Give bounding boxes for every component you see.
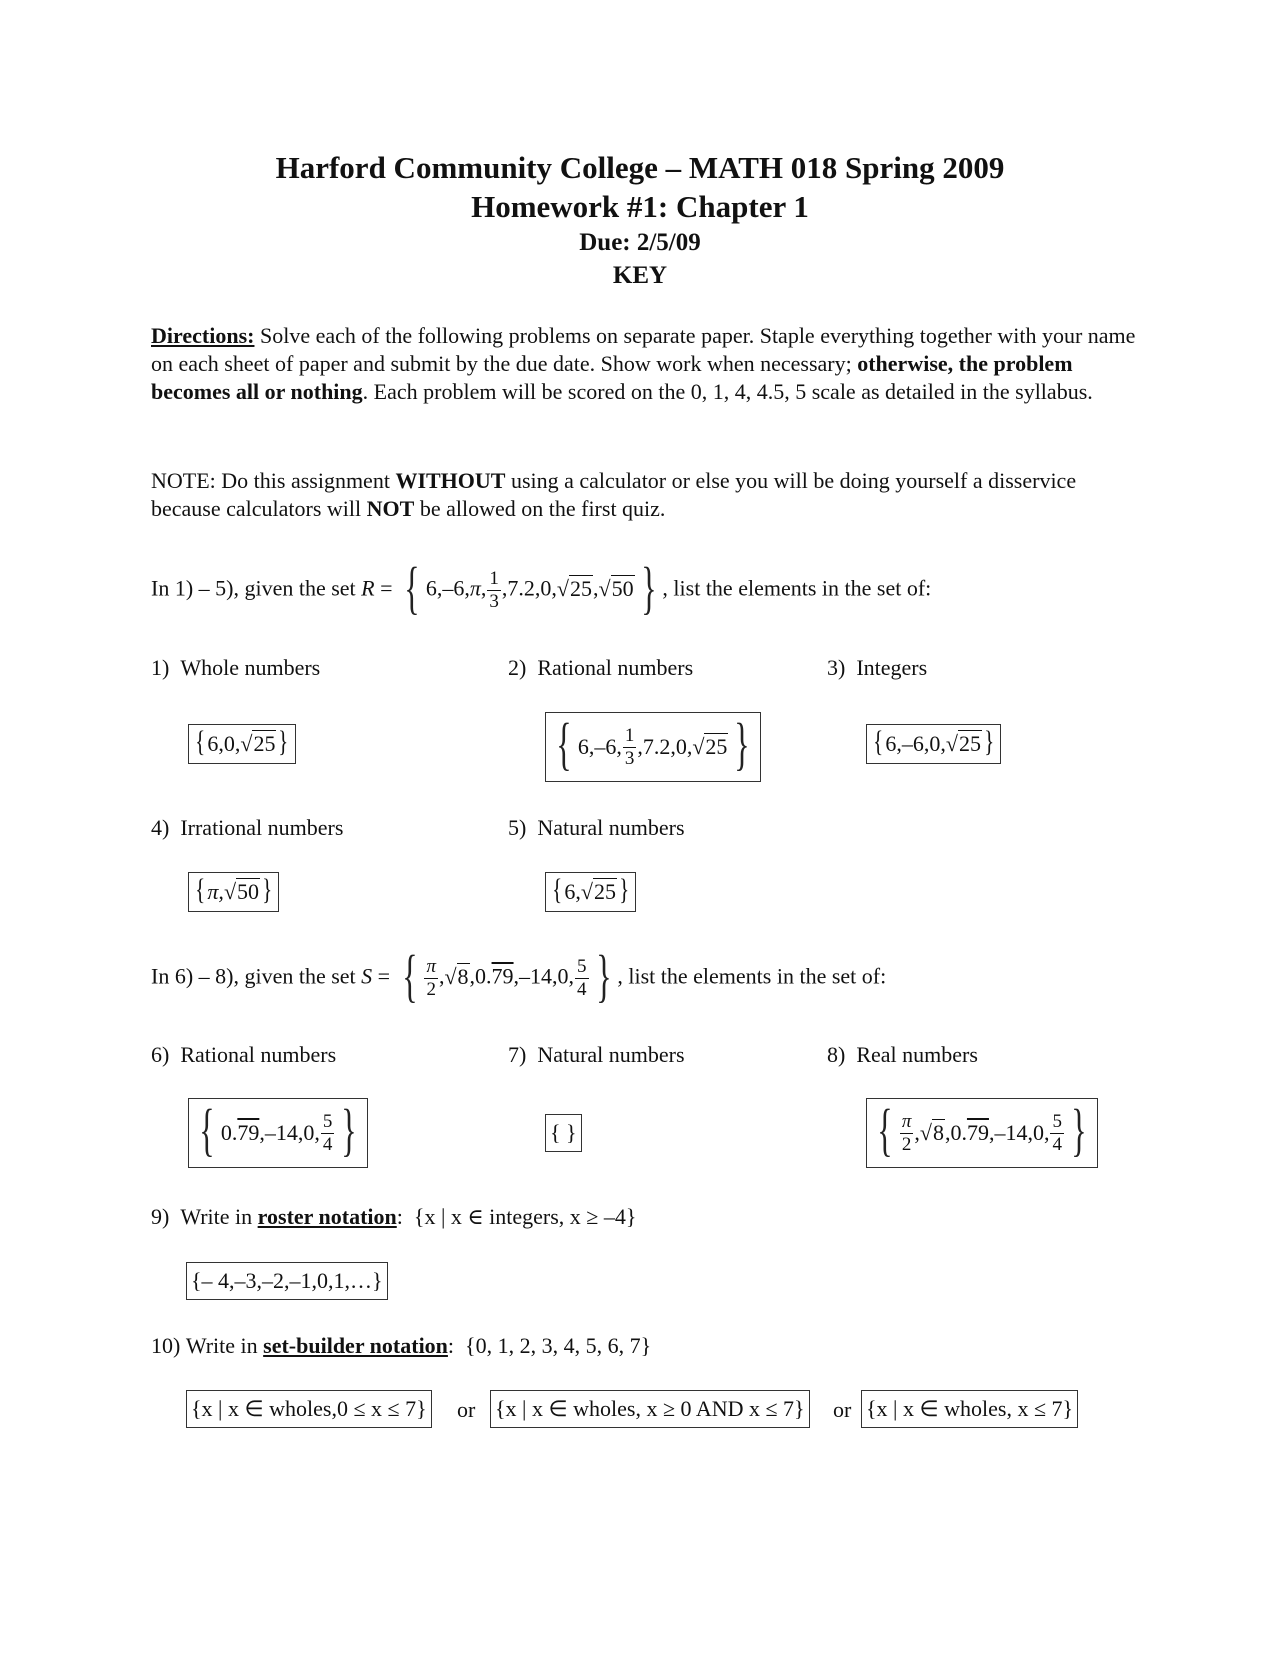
problem-num: 8) (827, 1042, 846, 1067)
problem-5-label (508, 815, 685, 841)
fraction (1050, 1111, 1064, 1156)
set-r-pi: π (469, 575, 481, 601)
repeating-decimal: 79 (966, 1120, 989, 1145)
fraction-pi-2 (424, 956, 438, 1001)
answer-2-box: { 6,–6, $\frac{1}{3}$ ,7.2,0, √25 } (545, 712, 761, 782)
radicand: 25 (958, 731, 981, 756)
problem-9-statement (151, 1204, 636, 1230)
problem-num: 4) (151, 815, 170, 840)
problem-3-label (827, 655, 927, 681)
frac-num: π (901, 1110, 912, 1132)
frac-den: 2 (901, 1133, 912, 1155)
sqrt-8: √8 (444, 963, 469, 989)
radicand: 50 (237, 879, 260, 904)
note-bold-2: NOT (366, 496, 415, 521)
frac-den: 3 (489, 591, 499, 612)
sqrt-50: √50 (598, 575, 634, 601)
answer-text: ,0. (944, 1120, 967, 1145)
set-builder-term: set-builder notation (263, 1333, 448, 1358)
sqrt: √50 (223, 879, 260, 904)
problem-text: Rational numbers (537, 655, 694, 680)
colon: : (447, 1333, 455, 1358)
frac-num: 1 (489, 568, 499, 589)
frac-num: 5 (577, 956, 587, 977)
problem-text: Write in (185, 1333, 264, 1358)
sqrt: √8 (919, 1120, 944, 1145)
answer-text: {x | x ∈ wholes,0 ≤ x ≤ 7} (191, 1396, 427, 1421)
set-r-statement: In 1) – 5), given the set R = { 6,–6,π, $\frac{1}{3}$ ,7.2,0,√25,√50 } , list the elements in the set of: (151, 554, 932, 620)
problem-7-label (508, 1042, 685, 1068)
key-label: KEY (612, 262, 668, 289)
set-r-eq: = (374, 575, 393, 601)
problem-text: Irrational numbers (180, 815, 344, 840)
frac-num: 5 (322, 1110, 333, 1132)
colon: : (396, 1204, 403, 1229)
problem-num: 2) (508, 655, 527, 680)
answer-1-box: { 6,0, √25 } (188, 724, 296, 764)
due-date: Due: 2/5/09 (579, 229, 701, 256)
set-r-intro: In 1) – 5), given the set (151, 575, 362, 601)
set-s-intro: In 6) – 8), given the set (151, 963, 362, 989)
radicand: 25 (593, 879, 616, 904)
set-r-fraction (487, 568, 501, 613)
directions-text-2: . Each problem will be scored on the 0, 1, 4, 4.5, 5 scale as detailed in the syllabus. (362, 379, 1093, 404)
problem-num: 3) (827, 655, 846, 680)
set-s-mid2: ,–14,0, (513, 963, 575, 989)
problem-num: 6) (151, 1042, 170, 1067)
set-r-elems-b: ,7.2,0, (501, 575, 557, 601)
problem-num: 5) (508, 815, 527, 840)
frac-den: 2 (426, 979, 436, 1000)
set-s-mid: ,0. (469, 963, 492, 989)
radicand: 25 (253, 731, 276, 756)
frac-den: 4 (322, 1133, 333, 1155)
sqrt: √25 (580, 879, 616, 904)
answer-5-box: { 6, √25 } (545, 872, 636, 912)
problem-text: Integers (856, 655, 928, 680)
set-s-var: S (361, 963, 373, 989)
problem-8-label (827, 1042, 978, 1068)
directions-bold: otherwise, the problem becomes all or nothing (151, 351, 1073, 404)
problem-10-set: {0, 1, 2, 3, 4, 5, 6, 7} (465, 1333, 652, 1358)
answer-text: {x | x ∈ wholes, x ≤ 7} (866, 1396, 1074, 1421)
set-s-tail: , list the elements in the set of: (617, 963, 887, 989)
problem-num: 7) (508, 1042, 527, 1067)
note-text-2: using a calculator or else you will be doing yourself a disservice because calculators will (151, 468, 1077, 521)
frac-num: 5 (1052, 1110, 1062, 1132)
fraction (900, 1111, 914, 1156)
set-r-comma: , (480, 575, 487, 601)
answer-10-box-1 (186, 1390, 432, 1428)
radicand: 8 (457, 963, 469, 989)
answer-4-box: { π, √50 } (188, 872, 279, 912)
set-s-statement: In 6) – 8), given the set S = { $\frac{\pi}{2}$ ,√8,0.79,–14,0, $\frac{5}{4}$ } , list the elements in the set of: (151, 942, 887, 1008)
answer-10-box-2 (490, 1390, 810, 1428)
frac-den: 4 (577, 979, 587, 1000)
set-s-eq: = (372, 963, 391, 989)
or-label: or (833, 1397, 852, 1422)
answer-text: 6,–6,0, (885, 731, 946, 756)
sqrt: √25 (945, 731, 981, 756)
frac-num: π (426, 956, 436, 977)
frac-den: 4 (1052, 1133, 1062, 1155)
answer-6-box: { 0. 79 ,–14,0, $\frac{5}{4}$ } (188, 1098, 368, 1168)
directions-text-1: Solve each of the following problems on separate paper. Staple everything together with your name on each sheet of paper and submit by the due date. Show work when necessary; (151, 323, 1136, 376)
problem-text: Write in (180, 1204, 258, 1229)
answer-text: {– 4,–3,–2,–1,0,1,…} (191, 1268, 383, 1293)
fraction-5-4 (575, 956, 589, 1001)
radicand: 25 (570, 575, 592, 601)
sqrt: √25 (240, 731, 276, 756)
problem-text: Natural numbers (537, 815, 685, 840)
frac-den: 3 (624, 747, 635, 769)
radicand: 50 (611, 575, 634, 601)
answer-9-box (186, 1262, 388, 1300)
answer-text: ,7.2,0, (637, 734, 693, 759)
answer-text: {x | x ∈ wholes, x ≥ 0 AND x ≤ 7} (495, 1396, 805, 1421)
note-text-3: be allowed on the first quiz. (414, 496, 666, 521)
directions-paragraph (151, 322, 1136, 406)
answer-text: 6, (564, 879, 581, 904)
problem-text: Natural numbers (537, 1042, 685, 1067)
repeating-decimal: 79 (237, 1120, 260, 1145)
set-r-var: R (361, 575, 375, 601)
frac-num: 1 (624, 724, 635, 746)
answer-8-box: { $\frac{\pi}{2}$ , √8 ,0. 79 ,–14,0, $\frac{5}{4}$ } (866, 1098, 1098, 1168)
set-r-tail: , list the elements in the set of: (662, 575, 932, 601)
directions-label: Directions: (151, 323, 255, 348)
or-label: or (457, 1397, 476, 1422)
sqrt-25: √25 (556, 575, 592, 601)
problem-text: Real numbers (856, 1042, 978, 1067)
roster-notation-term: roster notation (257, 1204, 397, 1229)
radicand: 25 (705, 734, 728, 759)
answer-text: { } (550, 1120, 577, 1145)
page-title: Harford Community College – MATH 018 Spring 2009 (275, 150, 1005, 185)
repeating-decimal: 79 (491, 963, 514, 989)
answer-3-box: { 6,–6,0, √25 } (866, 724, 1001, 764)
answer-text: 6,–6, (577, 734, 622, 759)
fraction (321, 1111, 335, 1156)
set-r-elems-a: 6,–6, (425, 575, 470, 601)
answer-10-box-3 (861, 1390, 1078, 1428)
problem-text: Rational numbers (180, 1042, 337, 1067)
fraction (623, 725, 637, 770)
answer-text: 6,0, (207, 731, 241, 756)
note-bold-1: WITHOUT (395, 468, 506, 493)
problem-10-statement (151, 1333, 651, 1359)
problem-1-label (151, 655, 320, 681)
problem-text: Whole numbers (180, 655, 321, 680)
problem-2-label (508, 655, 693, 681)
problem-num: 9) (151, 1204, 170, 1229)
problem-num: 10) (151, 1333, 181, 1358)
sqrt: √25 (692, 734, 728, 759)
problem-9-set: {x | x ∈ integers, x ≥ –4} (413, 1204, 637, 1229)
problem-num: 1) (151, 655, 170, 680)
answer-text: π, (207, 879, 224, 904)
answer-text: ,–14,0, (988, 1120, 1050, 1145)
problem-4-label (151, 815, 343, 841)
homework-title: Homework #1: Chapter 1 (471, 189, 809, 224)
note-text-1: NOTE: Do this assignment (151, 468, 396, 493)
answer-text: 0. (220, 1120, 238, 1145)
radicand: 8 (932, 1120, 944, 1145)
answer-text: ,–14,0, (259, 1120, 320, 1145)
problem-6-label (151, 1042, 336, 1068)
note-paragraph (151, 467, 1136, 523)
answer-7-box (545, 1114, 582, 1152)
